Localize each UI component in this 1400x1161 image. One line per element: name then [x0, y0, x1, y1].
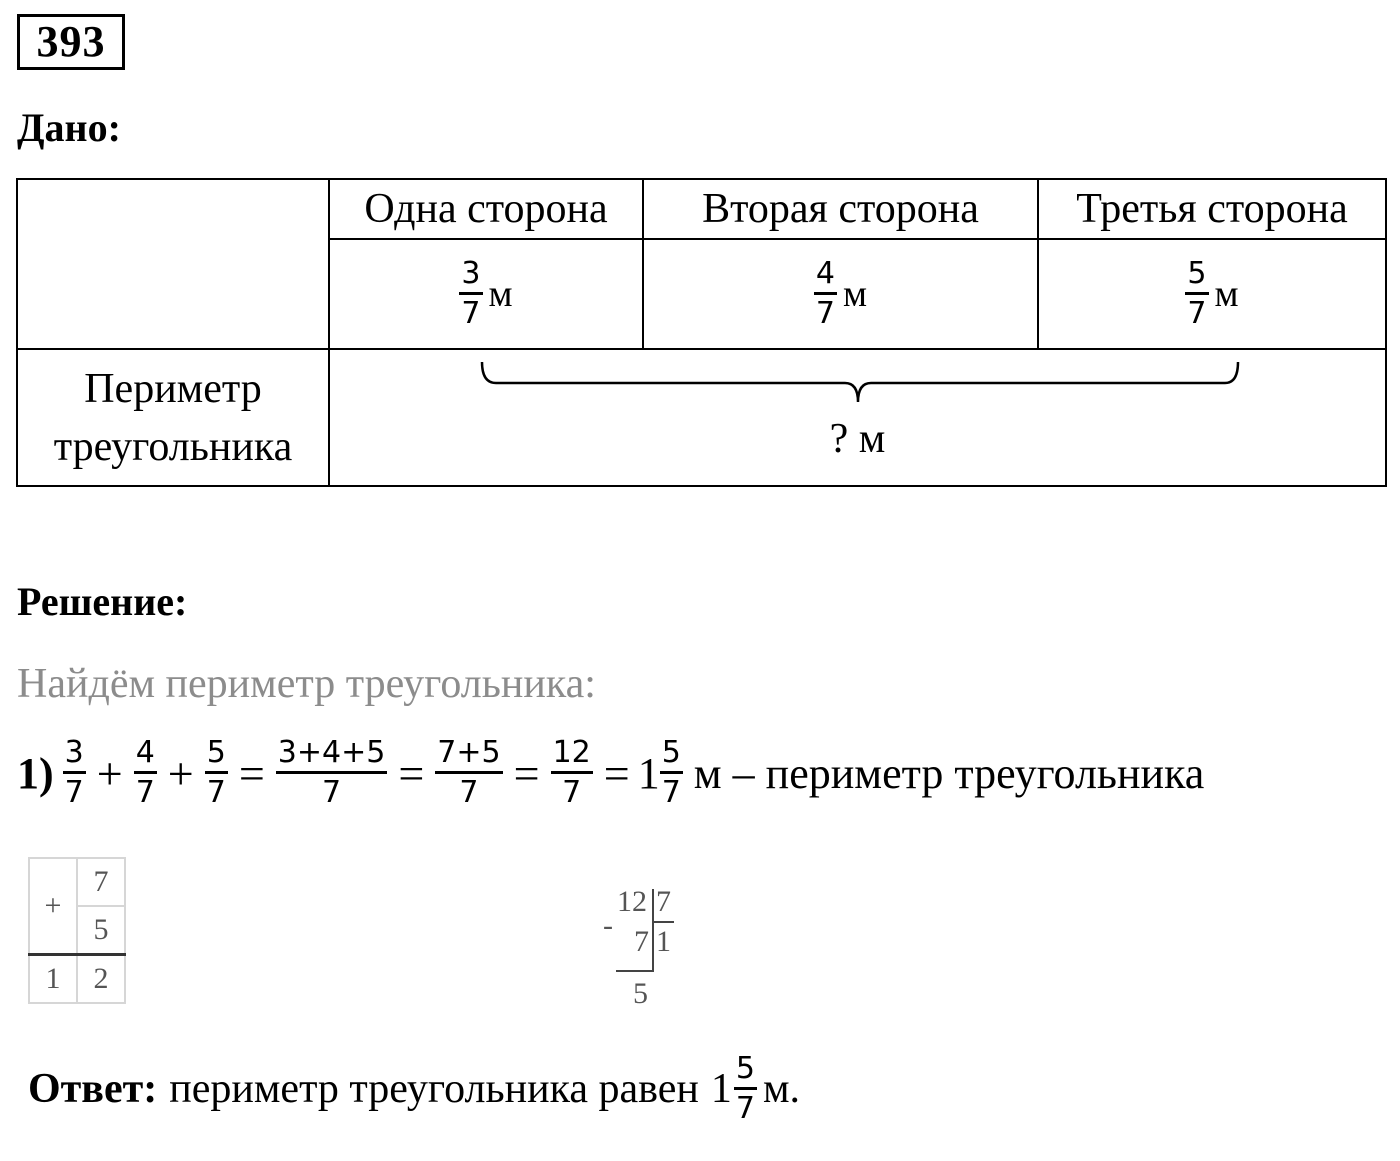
- empty-corner-cell: [17, 179, 329, 349]
- fraction-5-7-result: $\frac{5}{7}$: [661, 735, 681, 810]
- answer-line: [28, 1051, 801, 1126]
- perimeter-question: ? м: [829, 416, 886, 462]
- remainder: 5: [633, 977, 648, 1010]
- division-quotient-line: [654, 921, 674, 923]
- minus-sign: -: [603, 909, 613, 942]
- step-number: 1): [17, 748, 54, 798]
- given-table: [16, 178, 1387, 487]
- division-subtract-line: [616, 970, 654, 972]
- answer-whole: 1: [710, 1066, 732, 1112]
- long-division: [600, 885, 690, 1015]
- equals-sign: =: [238, 747, 265, 799]
- sum-ones: 2: [77, 955, 125, 1004]
- equation-line: [17, 735, 1205, 810]
- fraction-sum: $\frac{3+4+5}{7}$: [277, 735, 386, 810]
- division-vertical-line: [652, 889, 654, 971]
- mixed-whole: 1: [637, 748, 660, 798]
- sum-tens: 1: [29, 955, 77, 1004]
- fraction-12-7: $\frac{12}{7}$: [552, 735, 591, 810]
- plus-sign: +: [167, 747, 194, 799]
- header-side-3: Третья сторона: [1038, 179, 1386, 239]
- curly-brace: [330, 358, 1383, 418]
- addend-1: 7: [77, 858, 125, 906]
- fraction-partial: $\frac{7+5}{7}$: [437, 735, 501, 810]
- value-side-2: $\frac{4}{7}$ м: [643, 239, 1038, 349]
- fraction-4-7: $\frac{4}{7}$: [135, 735, 155, 810]
- plus-sign: +: [96, 747, 123, 799]
- fraction-5-7: $\frac{5}{7}$: [206, 735, 226, 810]
- equals-sign: =: [603, 747, 630, 799]
- header-side-2: Вторая сторона: [643, 179, 1038, 239]
- equals-sign: =: [513, 747, 540, 799]
- task-number: 393: [17, 14, 125, 70]
- column-addition: [28, 857, 126, 1004]
- plus-sign: +: [29, 858, 77, 955]
- perimeter-label: Периметр треугольника: [17, 349, 329, 486]
- fraction-3-7: $\frac{3}{7}$: [64, 735, 84, 810]
- answer-unit: м.: [762, 1066, 801, 1112]
- dividend: 12: [617, 885, 647, 918]
- equation-tail: м – периметр треугольника: [693, 748, 1205, 798]
- addend-2: 5: [77, 906, 125, 955]
- answer-fraction: $\frac{5}{7}$: [735, 1051, 755, 1126]
- solution-heading: Решение:: [17, 579, 188, 624]
- value-side-3: $\frac{5}{7}$ м: [1038, 239, 1386, 349]
- given-heading: Дано:: [17, 105, 121, 150]
- hint-text: Найдём периметр треугольника:: [17, 661, 596, 707]
- quotient: 1: [656, 925, 671, 958]
- perimeter-question-cell: [329, 349, 1386, 486]
- answer-label: Ответ:: [28, 1066, 158, 1112]
- answer-text: периметр треугольника равен: [169, 1066, 699, 1112]
- header-side-1: Одна сторона: [329, 179, 643, 239]
- equals-sign: =: [398, 747, 425, 799]
- value-side-1: $\frac{3}{7}$ м: [329, 239, 643, 349]
- subtrahend: 7: [634, 925, 649, 958]
- divisor: 7: [656, 885, 671, 918]
